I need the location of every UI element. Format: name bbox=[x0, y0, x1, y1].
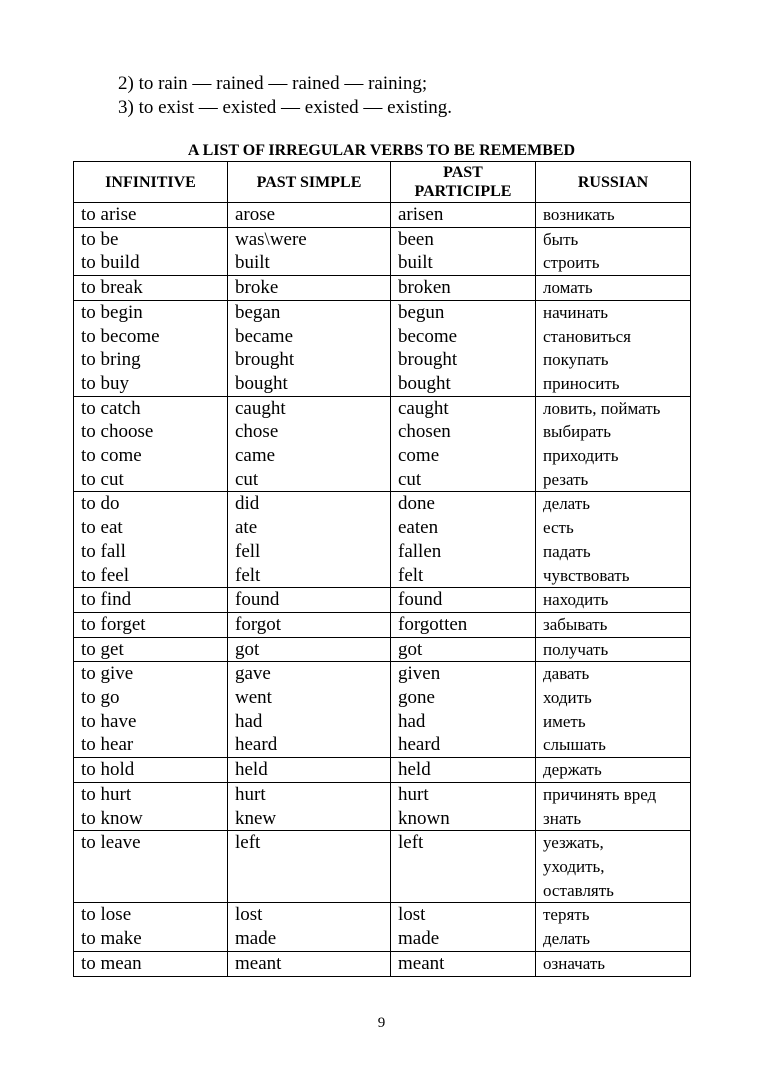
cell-line: heard bbox=[398, 734, 441, 756]
cell-line: found bbox=[398, 589, 443, 611]
cell-line: meant bbox=[398, 952, 445, 974]
cell-line: терять bbox=[543, 905, 590, 925]
cell-line: выбирать bbox=[543, 422, 611, 442]
past-participle-cell bbox=[391, 951, 536, 976]
infinitive-cell bbox=[74, 227, 228, 275]
russian-cell bbox=[536, 662, 691, 758]
cell-line: to know bbox=[81, 807, 143, 829]
russian-cell bbox=[536, 396, 691, 492]
past-participle-cell bbox=[391, 492, 536, 588]
cell-line: made bbox=[235, 928, 277, 950]
cell-line: to become bbox=[81, 325, 160, 347]
cell-line: to find bbox=[81, 589, 132, 611]
cell-line: делать bbox=[543, 494, 590, 514]
cell-line: came bbox=[235, 445, 276, 467]
cell-line: чувствовать bbox=[543, 565, 630, 585]
cell-line: ловить, поймать bbox=[543, 398, 661, 418]
table-row bbox=[74, 637, 691, 662]
past-simple-cell bbox=[228, 276, 391, 301]
past-participle-cell bbox=[391, 203, 536, 228]
cell-line: to fall bbox=[81, 540, 126, 562]
cell-line: получать bbox=[543, 639, 609, 659]
past-simple-cell bbox=[228, 782, 391, 830]
cell-line: held bbox=[235, 759, 268, 781]
cell-line: находить bbox=[543, 590, 609, 610]
intro-line: 2) to rain — rained — rained — raining; bbox=[118, 73, 428, 94]
cell-line: felt bbox=[398, 564, 424, 586]
cell-line: падать bbox=[543, 541, 591, 561]
infinitive-cell bbox=[74, 903, 228, 951]
cell-line: to have bbox=[81, 710, 137, 732]
russian-cell bbox=[536, 637, 691, 662]
past-participle-cell bbox=[391, 588, 536, 613]
cell-line: to buy bbox=[81, 372, 130, 394]
past-simple-cell bbox=[228, 396, 391, 492]
table-row bbox=[74, 276, 691, 301]
cell-line: broken bbox=[398, 277, 451, 299]
cell-line: to go bbox=[81, 687, 120, 709]
cell-line: began bbox=[235, 301, 281, 323]
header-russian: RUSSIAN bbox=[536, 162, 691, 203]
table-row bbox=[74, 831, 691, 903]
cell-line: to do bbox=[81, 493, 120, 515]
past-simple-cell bbox=[228, 300, 391, 396]
past-simple-cell bbox=[228, 588, 391, 613]
cell-line: left bbox=[235, 832, 261, 854]
russian-cell bbox=[536, 492, 691, 588]
infinitive-cell bbox=[74, 782, 228, 830]
table-row bbox=[74, 612, 691, 637]
cell-line: есть bbox=[543, 518, 574, 538]
cell-line: строить bbox=[543, 253, 600, 273]
cell-line: done bbox=[398, 493, 435, 515]
cell-line: to feel bbox=[81, 564, 130, 586]
cell-line: возникать bbox=[543, 205, 615, 224]
past-participle-cell bbox=[391, 831, 536, 903]
infinitive-cell bbox=[74, 396, 228, 492]
past-simple-cell bbox=[228, 758, 391, 783]
irregular-verbs-table bbox=[73, 161, 691, 977]
cell-line: bought bbox=[235, 372, 288, 394]
cell-line: уезжать, bbox=[543, 833, 604, 853]
table-row bbox=[74, 903, 691, 951]
cell-line: begun bbox=[398, 301, 445, 323]
cell-line: to catch bbox=[81, 397, 141, 419]
infinitive-cell bbox=[74, 612, 228, 637]
russian-cell bbox=[536, 612, 691, 637]
past-participle-cell bbox=[391, 396, 536, 492]
cell-line: to forget bbox=[81, 613, 146, 635]
table-row bbox=[74, 951, 691, 976]
infinitive-cell bbox=[74, 276, 228, 301]
table-row bbox=[74, 396, 691, 492]
infinitive-cell bbox=[74, 951, 228, 976]
cell-line: причинять вред bbox=[543, 784, 657, 804]
past-simple-cell bbox=[228, 227, 391, 275]
past-simple-cell bbox=[228, 951, 391, 976]
cell-line: hurt bbox=[398, 783, 429, 805]
cell-line: was\were bbox=[235, 228, 307, 250]
intro-line: 3) to exist — existed — existed — existing. bbox=[118, 97, 453, 118]
past-simple-cell bbox=[228, 662, 391, 758]
cell-line: ломать bbox=[543, 278, 593, 298]
past-simple-cell bbox=[228, 637, 391, 662]
cell-line: got bbox=[398, 638, 423, 660]
past-participle-cell bbox=[391, 662, 536, 758]
infinitive-cell bbox=[74, 637, 228, 662]
cell-line: chose bbox=[235, 421, 279, 443]
cell-line: to bring bbox=[81, 349, 141, 371]
cell-line: to come bbox=[81, 445, 142, 467]
cell-line: found bbox=[235, 589, 280, 611]
cell-line: got bbox=[235, 638, 260, 660]
infinitive-cell bbox=[74, 300, 228, 396]
russian-cell bbox=[536, 203, 691, 228]
cell-line: cut bbox=[235, 468, 259, 490]
russian-cell bbox=[536, 300, 691, 396]
cell-line: lost bbox=[235, 904, 263, 926]
cell-line: становиться bbox=[543, 326, 631, 346]
cell-line: meant bbox=[235, 952, 282, 974]
cell-line: brought bbox=[235, 349, 295, 371]
cell-line: to get bbox=[81, 638, 124, 660]
cell-line: держать bbox=[543, 760, 602, 780]
infinitive-cell bbox=[74, 831, 228, 903]
past-simple-cell bbox=[228, 492, 391, 588]
cell-line: to mean bbox=[81, 952, 142, 974]
cell-line: забывать bbox=[543, 614, 608, 634]
cell-line: arose bbox=[235, 204, 276, 225]
cell-line: приходить bbox=[543, 446, 619, 466]
past-participle-cell bbox=[391, 276, 536, 301]
past-simple-cell bbox=[228, 831, 391, 903]
cell-line: начинать bbox=[543, 302, 608, 322]
cell-line: felt bbox=[235, 564, 261, 586]
cell-line: to build bbox=[81, 252, 140, 274]
cell-line: fell bbox=[235, 540, 261, 562]
cell-line: forgotten bbox=[398, 613, 468, 635]
russian-cell bbox=[536, 903, 691, 951]
header-past-participle: PAST PARTICIPLE bbox=[391, 162, 536, 203]
past-participle-cell bbox=[391, 903, 536, 951]
cell-line: fallen bbox=[398, 540, 442, 562]
cell-line: went bbox=[235, 687, 272, 709]
cell-line: to break bbox=[81, 277, 143, 299]
cell-line: heard bbox=[235, 734, 278, 756]
cell-line: иметь bbox=[543, 711, 586, 731]
table-row bbox=[74, 588, 691, 613]
cell-line: to leave bbox=[81, 832, 141, 854]
cell-line: bought bbox=[398, 372, 451, 394]
cell-line: ate bbox=[235, 517, 258, 539]
cell-line: означать bbox=[543, 953, 606, 973]
cell-line: знать bbox=[543, 808, 582, 828]
past-simple-cell bbox=[228, 612, 391, 637]
cell-line: оставлять bbox=[543, 880, 614, 900]
cell-line: to be bbox=[81, 228, 119, 250]
cell-line: to eat bbox=[81, 517, 123, 539]
cell-line: to lose bbox=[81, 904, 132, 926]
cell-line: built bbox=[398, 252, 433, 274]
table-row bbox=[74, 492, 691, 588]
infinitive-cell bbox=[74, 758, 228, 783]
cell-line: had bbox=[235, 710, 263, 732]
infinitive-cell bbox=[74, 662, 228, 758]
past-participle-cell bbox=[391, 637, 536, 662]
russian-cell bbox=[536, 758, 691, 783]
past-participle-cell bbox=[391, 300, 536, 396]
table-row bbox=[74, 758, 691, 783]
cell-line: given bbox=[398, 663, 441, 685]
cell-line: приносить bbox=[543, 373, 620, 393]
cell-line: давать bbox=[543, 664, 590, 684]
table-row bbox=[74, 203, 691, 228]
cell-line: made bbox=[398, 928, 440, 950]
cell-line: to make bbox=[81, 928, 142, 950]
cell-line: known bbox=[398, 807, 450, 829]
infinitive-cell bbox=[74, 588, 228, 613]
cell-line: to hurt bbox=[81, 783, 132, 805]
cell-line: to choose bbox=[81, 421, 154, 443]
cell-line: eaten bbox=[398, 517, 439, 539]
cell-line: chosen bbox=[398, 421, 451, 443]
russian-cell bbox=[536, 831, 691, 903]
cell-line: gone bbox=[398, 687, 435, 709]
russian-cell bbox=[536, 782, 691, 830]
header-past-simple: PAST SIMPLE bbox=[228, 162, 391, 203]
intro-examples bbox=[118, 72, 452, 120]
cell-line: lost bbox=[398, 904, 426, 926]
russian-cell bbox=[536, 276, 691, 301]
table-row bbox=[74, 782, 691, 830]
cell-line: brought bbox=[398, 349, 458, 371]
table-caption: A LIST OF IRREGULAR VERBS TO BE REMEMBED bbox=[187, 142, 576, 159]
cell-line: делать bbox=[543, 929, 590, 949]
page-number: 9 bbox=[377, 1015, 386, 1031]
russian-cell bbox=[536, 951, 691, 976]
cell-line: knew bbox=[235, 807, 277, 829]
infinitive-cell bbox=[74, 203, 228, 228]
cell-line: did bbox=[235, 493, 260, 515]
past-participle-cell bbox=[391, 227, 536, 275]
cell-line: ходить bbox=[543, 688, 592, 708]
infinitive-cell bbox=[74, 492, 228, 588]
cell-line: to hear bbox=[81, 734, 134, 756]
table-header-row bbox=[74, 162, 691, 203]
cell-line: become bbox=[398, 325, 458, 347]
cell-line: broke bbox=[235, 277, 279, 299]
past-participle-cell bbox=[391, 612, 536, 637]
cell-line: cut bbox=[398, 468, 422, 490]
past-participle-cell bbox=[391, 758, 536, 783]
cell-line: to arise bbox=[81, 204, 137, 225]
header-infinitive: INFINITIVE bbox=[74, 162, 228, 203]
cell-line: быть bbox=[543, 229, 579, 249]
table-body bbox=[74, 203, 691, 977]
cell-line: to cut bbox=[81, 468, 124, 490]
past-participle-cell bbox=[391, 782, 536, 830]
table-row bbox=[74, 300, 691, 396]
past-simple-cell bbox=[228, 903, 391, 951]
cell-line: held bbox=[398, 759, 431, 781]
russian-cell bbox=[536, 588, 691, 613]
table-row bbox=[74, 662, 691, 758]
cell-line: to give bbox=[81, 663, 134, 685]
cell-line: слышать bbox=[543, 735, 606, 755]
cell-line: уходить, bbox=[543, 856, 605, 876]
cell-line: to hold bbox=[81, 759, 135, 781]
cell-line: покупать bbox=[543, 350, 609, 370]
cell-line: arisen bbox=[398, 204, 444, 225]
table-row bbox=[74, 227, 691, 275]
russian-cell bbox=[536, 227, 691, 275]
cell-line: caught bbox=[398, 397, 449, 419]
cell-line: резать bbox=[543, 469, 589, 489]
cell-line: to begin bbox=[81, 301, 143, 323]
cell-line: come bbox=[398, 445, 440, 467]
cell-line: became bbox=[235, 325, 294, 347]
cell-line: forgot bbox=[235, 613, 282, 635]
past-simple-cell bbox=[228, 203, 391, 228]
cell-line: been bbox=[398, 228, 434, 250]
cell-line: left bbox=[398, 832, 424, 854]
cell-line: built bbox=[235, 252, 270, 274]
cell-line: had bbox=[398, 710, 426, 732]
cell-line: gave bbox=[235, 663, 271, 685]
cell-line: caught bbox=[235, 397, 286, 419]
cell-line: hurt bbox=[235, 783, 266, 805]
